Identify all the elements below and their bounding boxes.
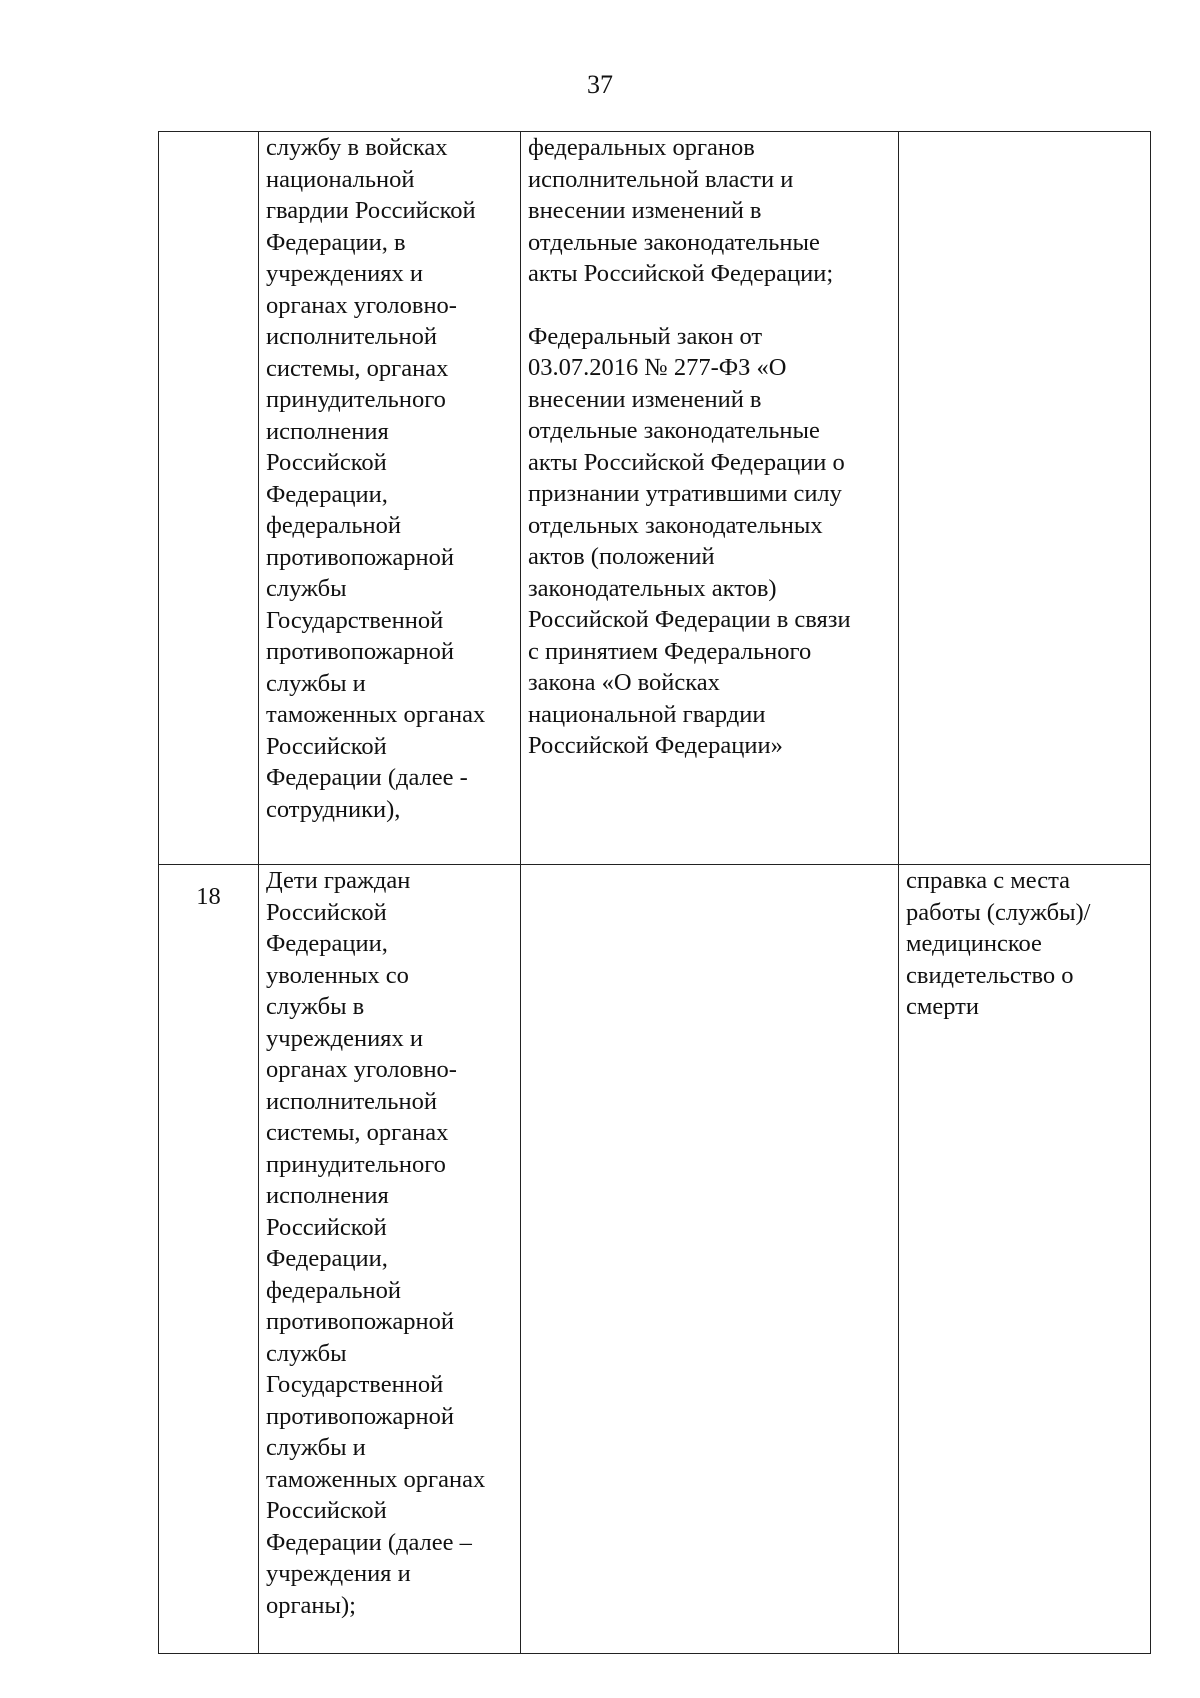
page-number: 37 xyxy=(587,70,613,99)
table-row xyxy=(159,865,1151,1654)
table-row xyxy=(159,132,1151,865)
row-number: 18 xyxy=(196,883,221,910)
category-cell xyxy=(259,132,521,865)
row-number-cell xyxy=(159,865,259,1654)
legal-basis-text: Федеральный закон от 03.07.2016 № 277-ФЗ «О внесении изменений в отдельные законодательные акты Российской Федерации о признании утратившими силу отдельных законодательных актов (положений законодательных актов) Российской Федерации в связи с принятием Федерального закона «О войсках национальной гвардии Российской Федерации» xyxy=(528,322,851,759)
document-text: справка с места работы (службы)/ медицинское свидетельство о смерти xyxy=(906,867,1091,1020)
legal-basis-cell xyxy=(521,132,899,865)
legal-basis-text: федеральных органов исполнительной власти и внесении изменений в отдельные законодательные акты Российской Федерации; xyxy=(528,134,834,287)
row-number-cell xyxy=(159,132,259,865)
category-text: службу в войсках национальной гвардии Российской Федерации, в учреждениях и органах уголовно- исполнительной системы, органах принудительного исполнения Российской Федерации, федеральной противопожарной службы Государственной противопожарной службы и таможенных органах Российской Федерации (далее - сотрудники), xyxy=(266,134,486,823)
document-cell xyxy=(899,132,1151,865)
category-text: Дети граждан Российской Федерации, уволенных со службы в учреждениях и органах уголовно- исполнительной системы, органах принудительного исполнения Российской Федерации, федеральной противопожарной службы Государственной противопожарной службы и таможенных органах Российской Федерации (далее – учреждения и органы); xyxy=(266,867,486,1619)
category-cell xyxy=(259,865,521,1654)
legal-basis-cell xyxy=(521,865,899,1654)
benefits-table xyxy=(158,131,1151,1654)
paragraph-gap xyxy=(528,290,892,321)
document-cell xyxy=(899,865,1151,1654)
